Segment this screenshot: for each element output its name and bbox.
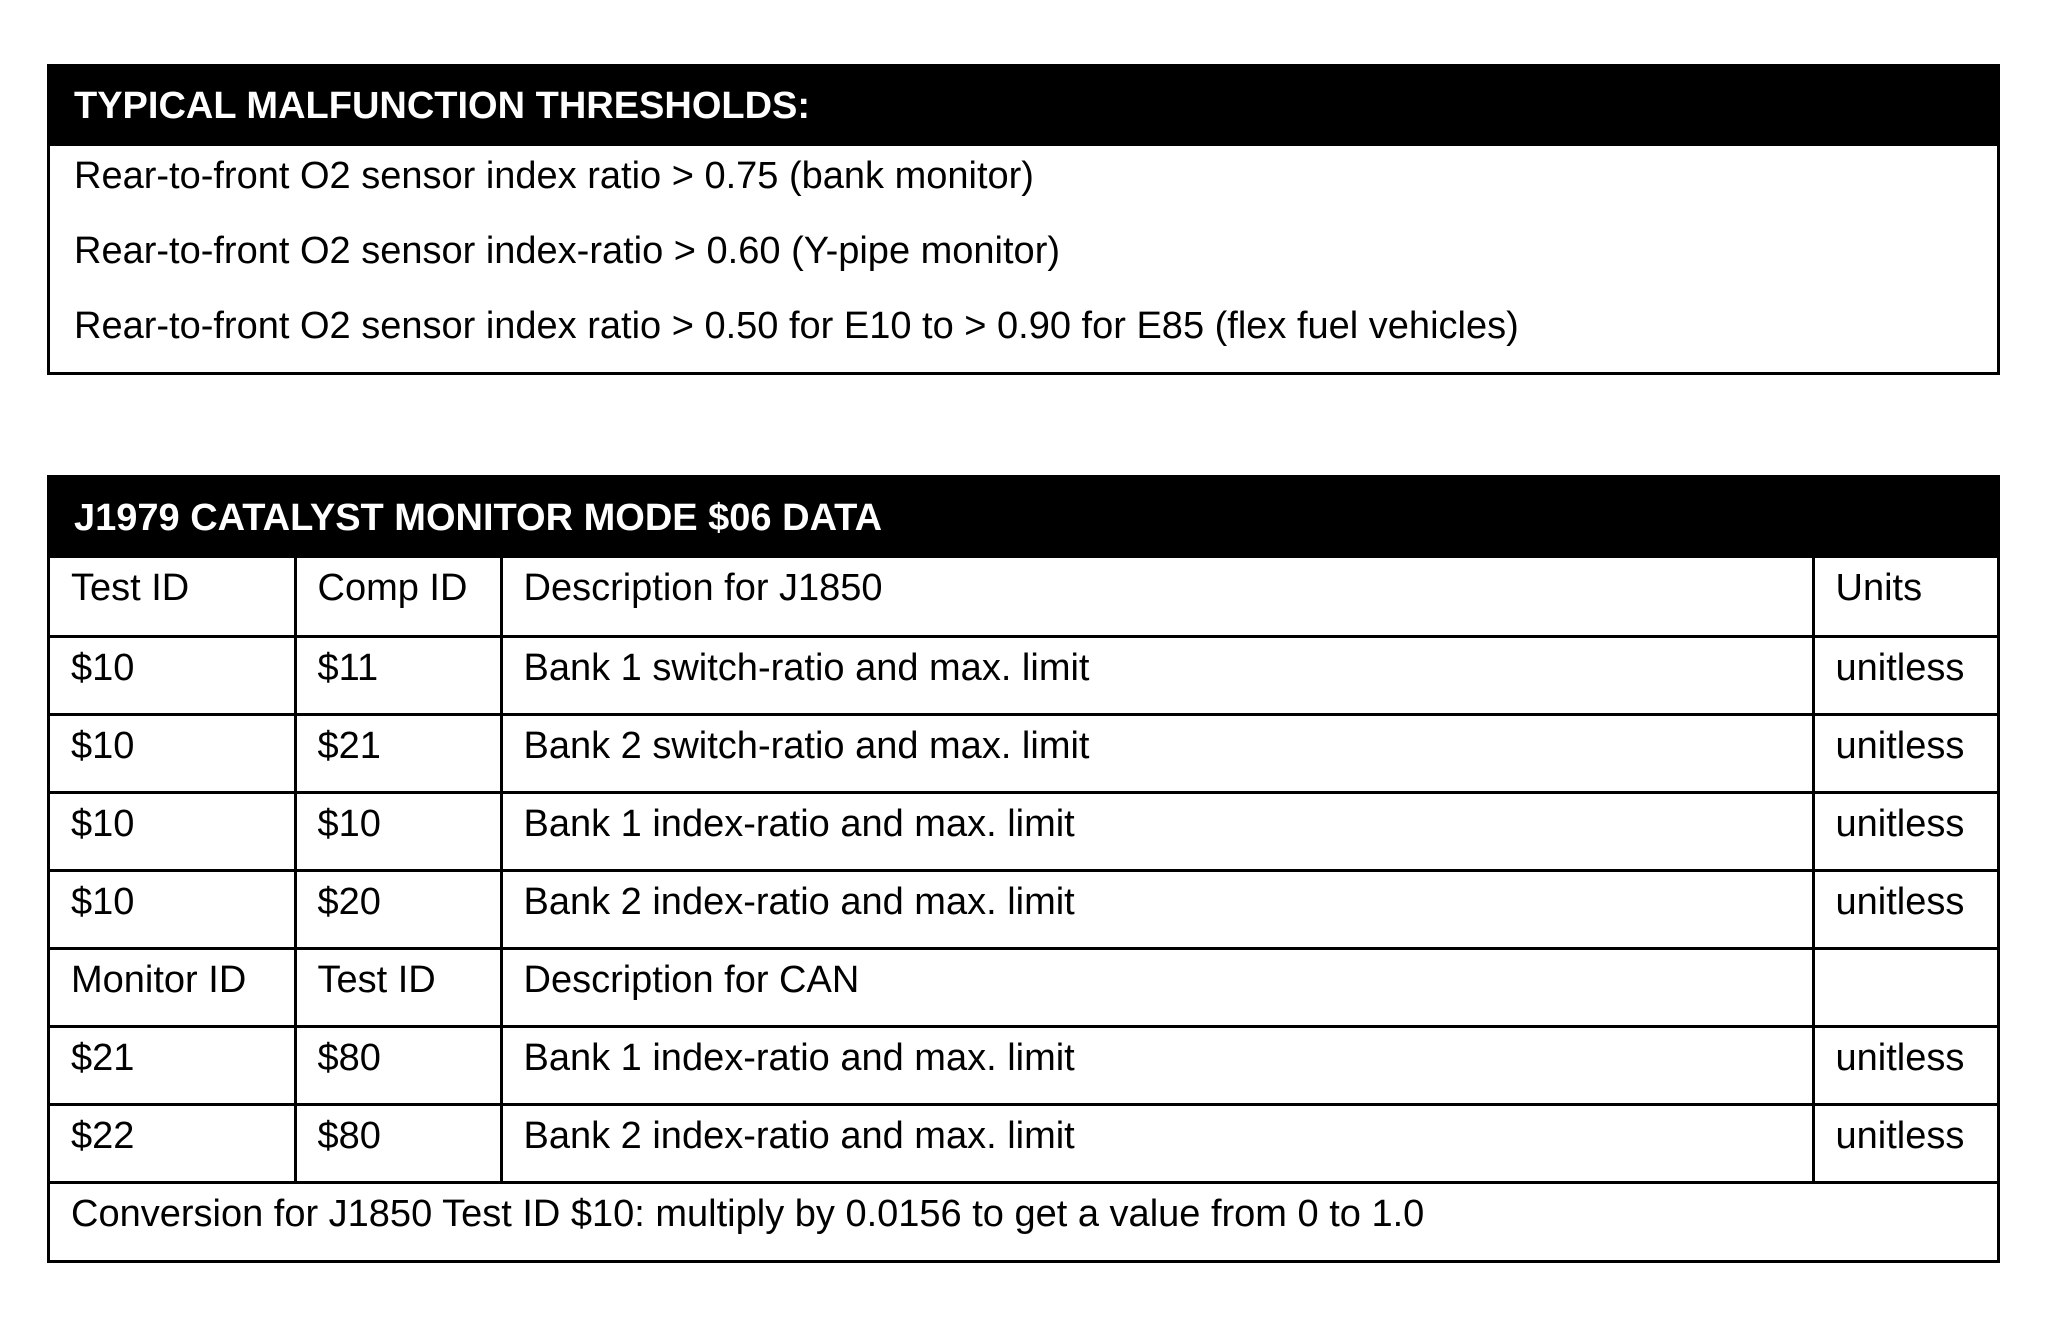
table-cell: $21 [295, 714, 501, 792]
table-header-row-can [50, 948, 1997, 1026]
table-cell: $10 [50, 714, 295, 792]
table-cell: Monitor ID [50, 948, 295, 1026]
table-cell: unitless [1813, 714, 1997, 792]
table-cell: Bank 1 index-ratio and max. limit [501, 1026, 1813, 1104]
table-row [50, 792, 1997, 870]
table-cell: Bank 1 switch-ratio and max. limit [501, 636, 1813, 714]
table-cell: Bank 2 index-ratio and max. limit [501, 870, 1813, 948]
table-cell: $10 [50, 792, 295, 870]
mode06-table [50, 558, 1997, 1260]
table-cell: Comp ID [295, 558, 501, 636]
table-cell: $80 [295, 1104, 501, 1182]
threshold-line-y-pipe-monitor: Rear-to-front O2 sensor index-ratio > 0.60 (Y-pipe monitor) [74, 230, 1060, 272]
table-cell: Test ID [71, 567, 190, 609]
table-cell: Bank 2 index-ratio and max. limit [501, 1104, 1813, 1182]
table-cell: Units [1813, 558, 1997, 636]
table-cell: Test ID [295, 948, 501, 1026]
table-cell: $10 [50, 870, 295, 948]
conversion-note-row [50, 1182, 1997, 1260]
table-cell: unitless [1813, 636, 1997, 714]
table-row [50, 1026, 1997, 1104]
table-cell: Bank 2 switch-ratio and max. limit [501, 714, 1813, 792]
table-cell: $22 [50, 1104, 295, 1182]
mode06-data-box [47, 475, 2000, 1263]
table-cell: Bank 1 index-ratio and max. limit [501, 792, 1813, 870]
table-cell: Description for CAN [501, 948, 1813, 1026]
table-cell: $20 [295, 870, 501, 948]
table-cell: $10 [50, 636, 295, 714]
table-cell: Description for J1850 [501, 558, 1813, 636]
table-cell: unitless [1813, 870, 1997, 948]
table-cell: $80 [295, 1026, 501, 1104]
table-row [50, 1104, 1997, 1182]
table-row [50, 714, 1997, 792]
table-cell: $10 [295, 792, 501, 870]
table-cell: $11 [295, 636, 501, 714]
table-cell: $21 [50, 1026, 295, 1104]
table-header-row-j1850 [50, 558, 1997, 636]
mode06-title: J1979 CATALYST MONITOR MODE $06 DATA [50, 478, 1997, 558]
table-cell: unitless [1813, 1026, 1997, 1104]
table-cell: unitless [1813, 792, 1997, 870]
table-cell [1813, 948, 1997, 1026]
malfunction-thresholds-box [47, 64, 2000, 375]
table-row [50, 636, 1997, 714]
conversion-note: Conversion for J1850 Test ID $10: multiply by 0.0156 to get a value from 0 to 1.0 [50, 1182, 1997, 1260]
thresholds-title: TYPICAL MALFUNCTION THRESHOLDS: [50, 67, 1997, 146]
table-cell: unitless [1813, 1104, 1997, 1182]
threshold-line-flex-fuel: Rear-to-front O2 sensor index ratio > 0.50 for E10 to > 0.90 for E85 (flex fuel vehicles) [74, 305, 1519, 347]
table-row [50, 870, 1997, 948]
threshold-line-bank-monitor: Rear-to-front O2 sensor index ratio > 0.75 (bank monitor) [74, 155, 1034, 197]
